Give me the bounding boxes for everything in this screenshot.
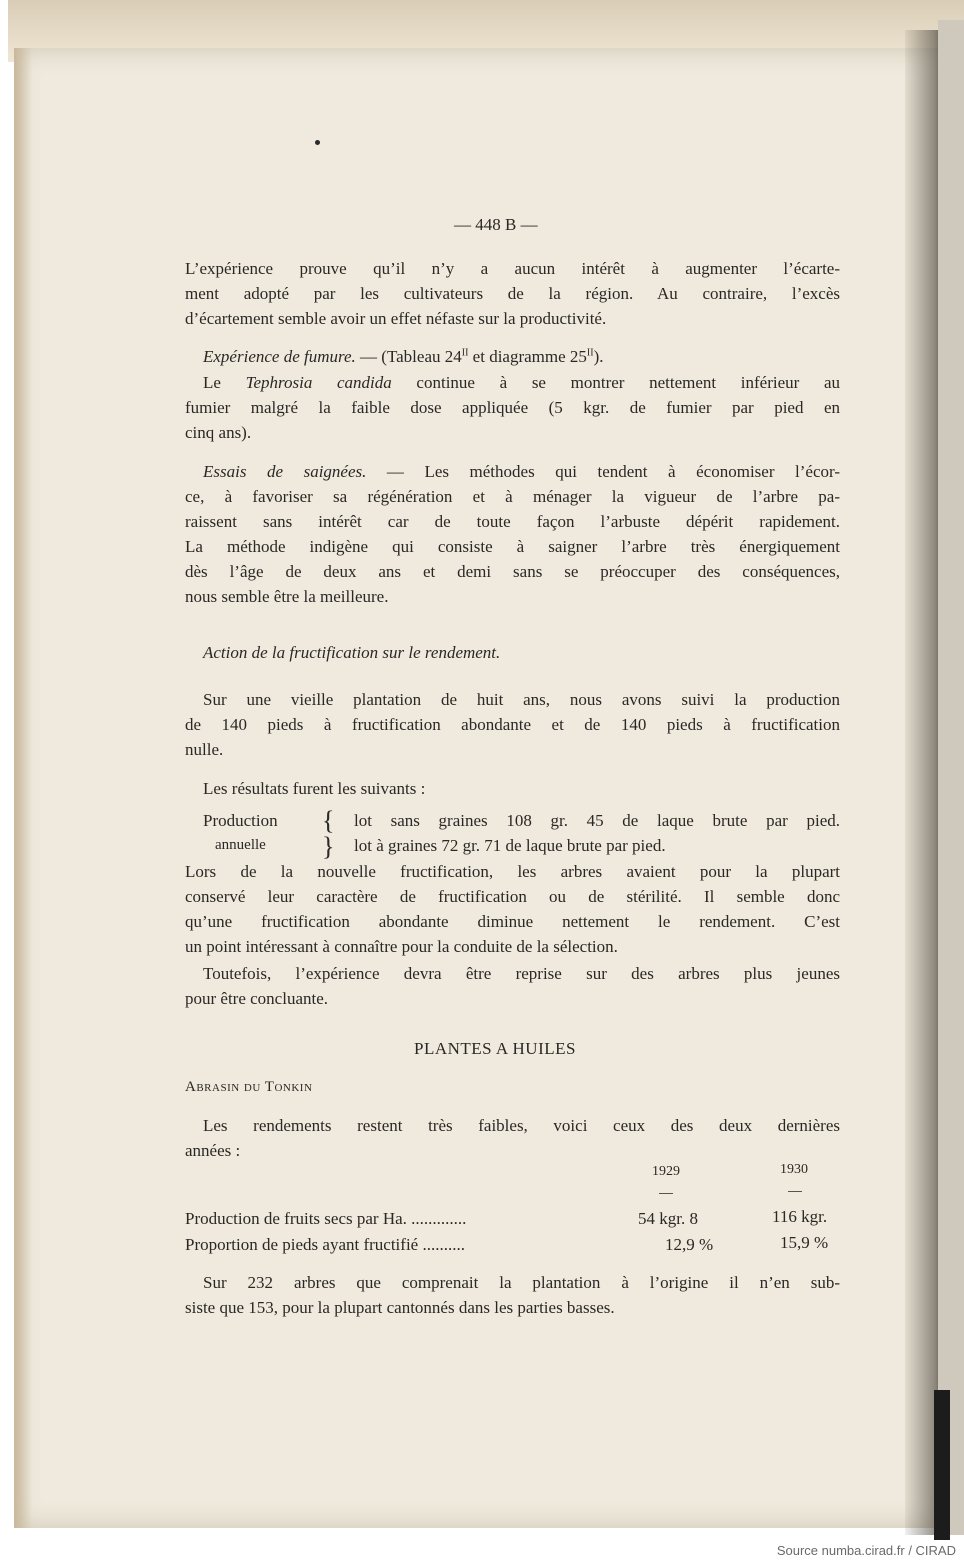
table-row-2-label: Proportion de pieds ayant fructifié .......... [185,1235,465,1254]
p2-sup2: II [586,347,594,359]
table-row-2-1930: 15,9 % [780,1233,829,1252]
page-gutter [14,48,32,1528]
p7-line1: Lors de la nouvelle fructification, les arbres avaient pour la plupart [185,862,840,881]
p1-line3: d’écartement semble avoir un effet néfaste sur la productivité. [185,309,607,328]
production-label-1: Production [203,811,278,830]
production-line-2: lot à graines 72 gr. 71 de laque brute par pied. [354,836,666,855]
table-row-1-label: Production de fruits secs par Ha. ............. [185,1209,467,1228]
p7-line4: un point intéressant à connaître pour la conduite de la sélection. [185,937,618,956]
section-plantes-heading: PLANTES A HUILES [414,1039,576,1058]
p7-line3: qu’une fructification abondante diminue nettement le rendement. C’est [185,912,840,931]
table-row-1-1930: 116 kgr. [772,1207,828,1226]
p1-line2: ment adopté par les cultivateurs de la région. Au contraire, l’excès [185,284,840,303]
section-action-heading: Action de la fructification sur le rendement. [203,643,501,662]
year-1930: 1930 [780,1162,808,1177]
p9-line1: Les rendements restent très faibles, voici ceux des deux dernières [203,1116,840,1135]
p2-line [203,344,604,369]
p10-line1: Sur 232 arbres que comprenait la plantation à l’origine il n’en sub- [203,1273,840,1292]
p4-line5: dès l’âge de deux ans et demi sans se préoccuper des conséquences, [185,562,840,581]
p7-line2: conservé leur caractère de fructification ou de stérilité. Il semble donc [185,887,840,906]
p6-line: Les résultats furent les suivants : [203,779,426,798]
p9-line2: années : [185,1141,241,1160]
p5-line2: de 140 pieds à fructification abondante et de 140 pieds à fructification [185,715,840,734]
p8-line2: pour être concluante. [185,989,329,1008]
year-1930-rule [788,1191,802,1192]
p4-line6: nous semble être la meilleure. [185,587,389,606]
year-1929-rule [659,1193,673,1194]
table-row-2-1929: 12,9 % [665,1235,714,1254]
next-page-edge [938,20,964,1535]
table-row-1-1929: 54 kgr. 8 [638,1209,698,1228]
p8-line1: Toutefois, l’expérience devra être reprise sur des arbres plus jeunes [203,964,840,983]
production-line-1: lot sans graines 108 gr. 45 de laque brute par pied. [354,811,840,830]
ink-dot [315,140,320,145]
p4-line1 [203,459,840,484]
subsection-abrasin: Abrasin du Tonkin [185,1079,313,1095]
p4-part-b: — Les méthodes qui tendent à économiser l’écor- [366,462,840,481]
p2-part-a: — (Tableau 24 [355,347,462,366]
p2-part-c: ). [593,347,604,366]
p4-line3: raissent sans intérêt car de toute façon l’arbuste dépérit rapidement. [185,512,840,531]
p2-part-b: et diagramme 25 [468,347,587,366]
p10-line2: siste que 153, pour la plupart cantonnés dans les parties basses. [185,1298,615,1317]
p3-part-a: Le [203,373,246,392]
p3-species: Tephrosia candida [245,373,392,392]
year-1929: 1929 [652,1164,680,1179]
p3-line3: cinq ans). [185,423,252,442]
p2-title: Expérience de fumure. [203,347,356,366]
bookmark-ribbon [934,1390,950,1540]
p4-line4: La méthode indigène qui consiste à saigner l’arbre très énergiquement [185,537,840,556]
p2-sup1: II [461,347,469,359]
p3-part-b: continue à se montrer nettement inférieur au [391,373,840,392]
bracket-top: { [322,806,335,835]
p4-title: Essais de saignées. [203,462,367,481]
p3-line1 [203,370,840,395]
source-credit: Source numba.cirad.fr / CIRAD [776,1543,956,1558]
bracket-bottom: } [322,832,335,861]
page-number: — 448 B — [454,215,538,234]
p4-line2: ce, à favoriser sa régénération et à ménager la vigueur de l’arbre pa- [185,487,840,506]
p5-line3: nulle. [185,740,224,759]
p1-line1: L’expérience prouve qu’il n’y a aucun intérêt à augmenter l’écarte- [185,259,840,278]
p5-line1: Sur une vieille plantation de huit ans, nous avons suivi la production [203,690,840,709]
p3-line2: fumier malgré la faible dose appliquée (5 kgr. de fumier par pied en [185,398,840,417]
production-label-2: annuelle [215,837,266,853]
